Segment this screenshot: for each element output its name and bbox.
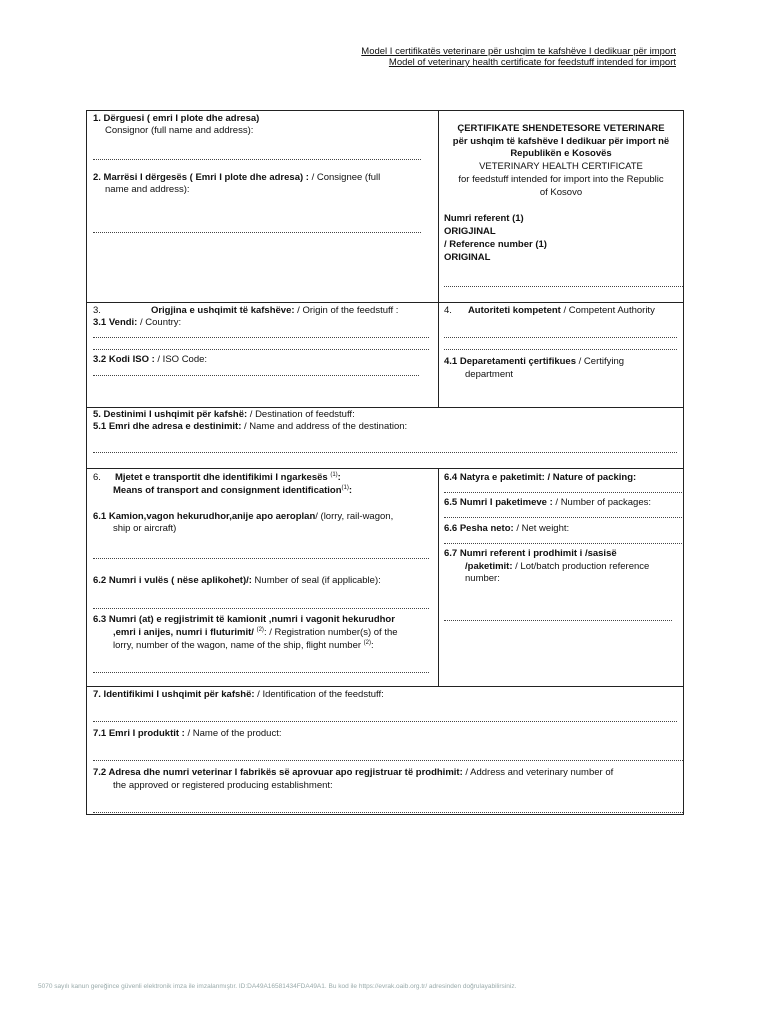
authority-field-2[interactable] (444, 349, 677, 350)
packing-nature-label: 6.4 Natyra e paketimit: / Nature of packing: (444, 472, 637, 483)
column-divider-transport (438, 468, 439, 686)
net-weight-label: 6.6 Pesha neto: / Net weight: (444, 523, 570, 534)
certificate-title: ÇERTIFIKATE SHENDETESORE VETERINARE për ushqim të kafshëve I dedikuar për import në Republikën e Kosovës VETERINARY HEALTH CERTIFICATE for feedstuff intended for import into the Republic of Kosovo (452, 123, 670, 198)
registration-number-label-2: ,emri i anijes, numri i fluturimit/ $^{(2)}$: / Registration number(s) of the (113, 626, 398, 638)
vehicle-sublabel: ship or aircraft) (113, 523, 177, 534)
product-name-label: 7.1 Emri I produktit : / Name of the product: (93, 728, 282, 739)
origin-country-label: 3.1 Vendi: / Country: (93, 317, 182, 328)
certificate-form (86, 110, 684, 815)
e-signature-footer: 5070 sayılı kanun gereğince güvenli elektronik imza ile imzalanmıştır. ID:DA49A16581434FDA49A1. Bu kod ile https://evrak.oaib.org.tr/ adresinden doğrulayabilirsiniz. (38, 983, 517, 990)
seal-number-label: 6.2 Numri i vulës ( nëse aplikohet)/: Number of seal (if applicable): (93, 575, 381, 586)
establishment-address-sub: the approved or registered producing establishment: (113, 780, 333, 791)
consignee-field[interactable] (93, 232, 421, 233)
destination-field[interactable] (93, 452, 677, 453)
origin-country-field-2[interactable] (93, 349, 429, 350)
lot-reference-label-3: number: (465, 573, 500, 584)
divider-origin (87, 302, 683, 303)
net-weight-field[interactable] (444, 543, 682, 544)
registration-number-label: 6.3 Numri (at) e regjistrimit të kamionit ,numri i vagonit hekurudhor (93, 614, 395, 625)
vehicle-label: 6.1 Kamion,vagon hekurudhor,anije apo aeroplan/ (lorry, rail-wagon, (93, 511, 394, 522)
authority-field[interactable] (444, 337, 677, 338)
consignee-subtitle: name and address): (105, 184, 190, 195)
destination-title: 5. Destinimi I ushqimit për kafshë: / Destination of feedstuff: (93, 409, 355, 420)
product-name-field[interactable] (93, 760, 683, 761)
vehicle-field[interactable] (93, 558, 429, 559)
lot-reference-label-2: /paketimit: / Lot/batch production reference (465, 561, 650, 572)
lot-reference-label: 6.7 Numri referent i prodhimit i /sasisë (444, 548, 617, 559)
transport-subtitle: Means of transport and consignment identification$^{(1)}$: (113, 484, 353, 496)
authority-title: 4. Autoriteti kompetent / Competent Authority (444, 305, 655, 316)
divider-transport (87, 468, 683, 469)
registration-number-field[interactable] (93, 672, 429, 673)
divider-destination (87, 407, 683, 408)
header-line-albanian: Model I certifikatës veterinare për ushqim te kafshëve I dedikuar për import (361, 46, 676, 57)
consignor-title: 1. Dërguesi ( emri I plote dhe adresa) (93, 113, 260, 124)
destination-name-label: 5.1 Emri dhe adresa e destinimit: / Name and address of the destination: (93, 421, 408, 432)
origin-title: 3. Origjina e ushqimit të kafshëve: / Origin of the feedstuff : (93, 305, 399, 316)
header-line-english: Model of veterinary health certificate for feedstuff intended for import (388, 57, 676, 68)
packages-count-field[interactable] (444, 517, 682, 518)
establishment-address-field[interactable] (93, 812, 683, 813)
certificate-model-header (361, 46, 676, 68)
establishment-address-label: 7.2 Adresa dhe numri veterinar I fabrikës së aprovuar apo regjistruar të prodhimit: / Address and veterinary number of (93, 767, 614, 778)
identification-title: 7. Identifikimi I ushqimit për kafshë: / Identification of the feedstuff: (93, 689, 384, 700)
transport-title: 6. Mjetet e transportit dhe identifikimi I ngarkesës $^{(1)}$: (93, 471, 341, 483)
origin-iso-field[interactable] (93, 375, 419, 376)
registration-number-label-3: lorry, number of the wagon, name of the ship, flight number $^{(2)}$: (113, 639, 374, 651)
packages-count-label: 6.5 Numri I paketimeve : / Number of packages: (444, 497, 651, 508)
identification-field[interactable] (93, 721, 677, 722)
packing-nature-field[interactable] (444, 492, 682, 493)
origin-iso-label: 3.2 Kodi ISO : / ISO Code: (93, 354, 208, 365)
reference-number-field[interactable] (444, 286, 683, 287)
divider-identification (87, 686, 683, 687)
lot-reference-field[interactable] (444, 620, 672, 621)
origin-country-field[interactable] (93, 337, 429, 338)
consignor-field[interactable] (93, 159, 421, 160)
certifying-department-sub: department (465, 369, 514, 380)
reference-number-block: Numri referent (1) ORIGJINAL / Reference number (1) ORIGINAL (444, 213, 547, 263)
consignor-subtitle: Consignor (full name and address): (105, 125, 254, 136)
consignee-title: 2. Marrësi I dërgesës ( Emri I plote dhe adresa) : / Consignee (full (93, 172, 381, 183)
seal-number-field[interactable] (93, 608, 429, 609)
certifying-department-label: 4.1 Deparetamenti çertifikues / Certifying (444, 356, 625, 367)
